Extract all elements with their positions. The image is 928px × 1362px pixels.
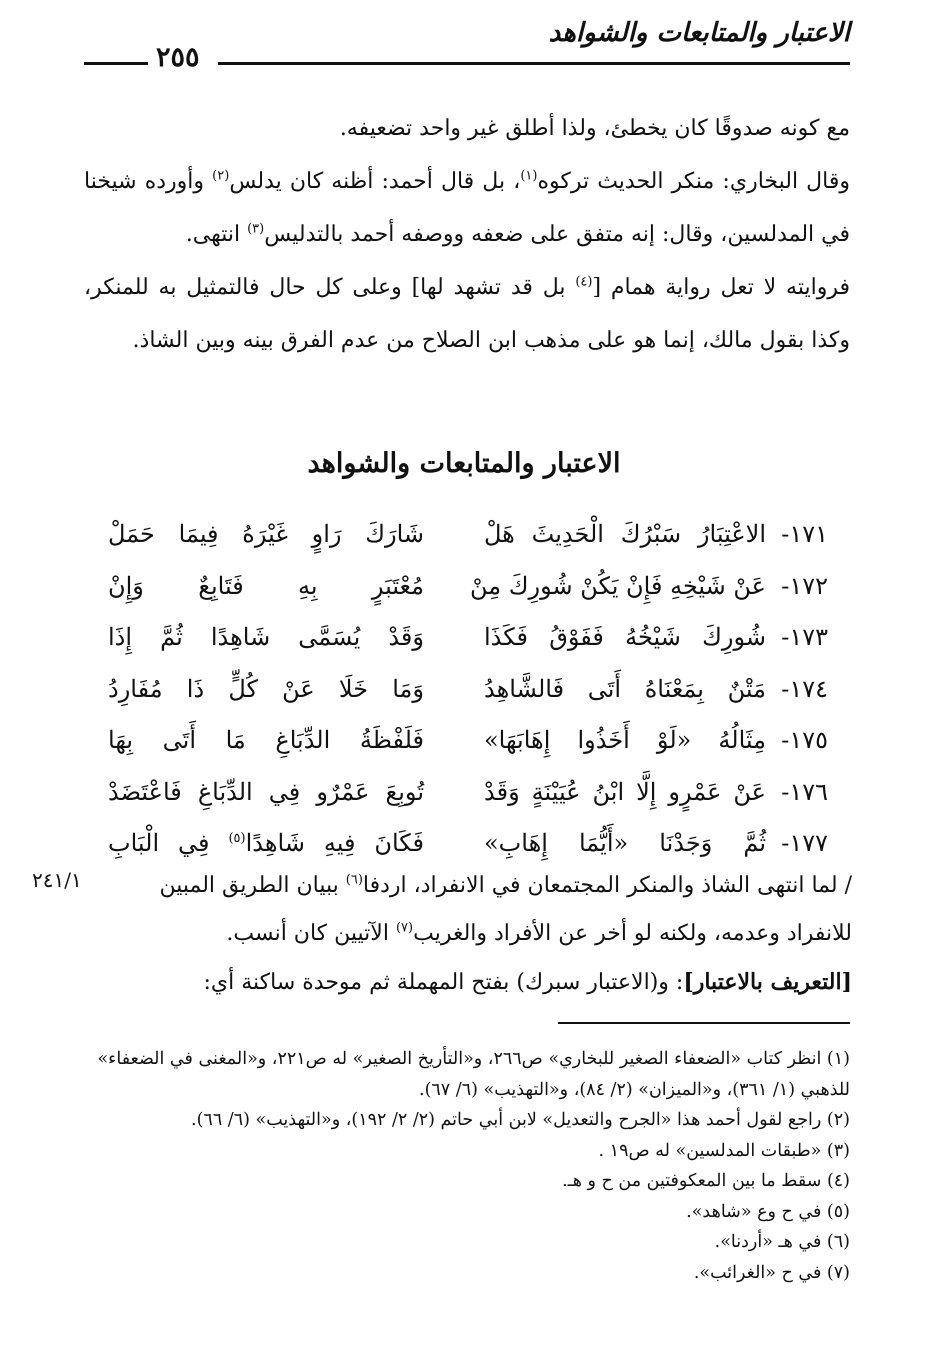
footnote-separator	[558, 1022, 850, 1024]
footnotes	[78, 1044, 850, 1288]
footnote-mark: (٦)	[345, 872, 363, 888]
verse	[108, 613, 828, 661]
verse-second-hemistich: وَقَدْ يُسَمَّى شَاهِدًا ثُمَّ إِذَا	[108, 623, 424, 651]
verse-number: ١٧١-	[781, 520, 828, 548]
footnote-mark: (٣)	[247, 221, 265, 237]
verse-number: ١٧٦-	[781, 777, 828, 806]
footnote-mark: (١)	[520, 168, 538, 184]
margin-reference: ٢٤١/١	[32, 868, 82, 892]
verse-second-hemistich: تُوبِعَ عَمْرٌو فِي الدِّبَاغِ فَاعْتَضَدْ	[108, 777, 424, 806]
paragraph	[84, 155, 850, 261]
header-rule-right	[218, 62, 850, 65]
verse-first-hemistich: شُورِكَ شَيْخُهُ فَفَوْقُ فَكَذَا	[484, 623, 766, 651]
verse-first-hemistich: ثُمَّ وَجَدْنَا «أَيُّمَا إِهَابِ»	[484, 829, 766, 857]
poem	[108, 510, 828, 871]
paragraph-text: الآتيين كان أنسب.	[226, 921, 389, 946]
paragraph-text: مع كونه صدوقًا كان يخطئ، ولذا أطلق غير واحد تضعيفه.	[339, 116, 850, 141]
paragraph-text: انتهى.	[185, 222, 241, 247]
running-header	[84, 18, 850, 74]
section-heading: الاعتبار والمتابعات والشواهد	[307, 448, 621, 479]
footnote: (١) انظر كتاب «الضعفاء الصغير للبخاري» ص٢٦٦، و«التأريخ الصغير» له ص٢٢١، و«المغنى في الضعفاء» للذهبي (١/ ٣٦١)، و«الميزان» (٢/ ٨٤)، و«التهذيب» (٦/ ٦٧).	[97, 1049, 850, 1100]
footnote: (٤) سقط ما بين المعكوفتين من ح و هـ.	[562, 1171, 850, 1191]
verse	[108, 819, 828, 867]
verse	[108, 768, 828, 816]
paragraph-text: للانفراد وعدمه، ولكنه لو أخر عن الأفراد والغريب	[413, 921, 852, 946]
footnote-mark: (٥)	[228, 831, 246, 846]
verse-number: ١٧٢-	[781, 571, 828, 600]
footnote: (٧) في ح «الغرائب».	[693, 1262, 850, 1283]
footnote: (٣) «طبقات المدلسين» له ص١٩ .	[598, 1140, 850, 1161]
paragraph	[30, 862, 852, 910]
footnote-mark: (٧)	[395, 920, 414, 936]
paragraph	[84, 102, 850, 155]
verse	[108, 665, 828, 713]
verse-second-hemistich: شَارَكَ رَاوٍ غَيْرَهُ فِيمَا حَمَلْ	[108, 520, 424, 548]
footnote: (٦) في هـ «أردنا».	[714, 1232, 850, 1252]
verse-first-hemistich: الاعْتِبَارُ سَبْرُكَ الْحَدِيثَ هَلْ	[484, 520, 766, 548]
verse-number: ١٧٧-	[781, 829, 828, 857]
paragraph-text: فروايته لا تعل رواية همام [	[592, 275, 850, 300]
verse	[108, 562, 828, 610]
commentary-text	[30, 862, 852, 1007]
verse-first-hemistich: عَنْ عَمْرٍو إِلَّا ابْنُ عُيَيْنَةٍ وَقَدْ	[484, 777, 766, 806]
hemistich-part: فَكَانَ فِيهِ شَاهِدًا	[245, 829, 424, 857]
paragraph	[30, 958, 852, 1007]
verse-number: ١٧٤-	[781, 674, 828, 703]
paragraph-text: ببيان الطريق المبين	[159, 873, 339, 898]
verse	[108, 716, 828, 764]
verse	[108, 510, 828, 558]
footnote: (٢) راجع لقول أحمد هذا «الجرح والتعديل» لابن أبي حاتم (٢/ ٢/ ١٩٢)، و«التهذيب» (٦/ ٦٦).	[191, 1110, 850, 1130]
paragraph-text: / لما انتهى الشاذ والمنكر المجتمعان في الانفراد، اردفا	[362, 873, 852, 898]
hemistich-part: فِي الْبَابِ	[108, 829, 210, 857]
paragraph	[84, 261, 850, 367]
paragraph	[30, 910, 852, 958]
page-number: ٢٥٥	[156, 42, 200, 73]
verse-second-hemistich: مُعْتَبَرٍ بِهِ فَتَابِعٌ وَإِنْ	[108, 571, 424, 600]
verse-first-hemistich: مَتْنٌ بِمَعْنَاهُ أَتَى فَالشَّاهِدُ	[484, 674, 766, 703]
paragraph-text: بل قد تشهد لها] وعلى كل حال فالتمثيل به للمنكر، وكذا بقول مالك، إنما هو على مذهب ابن الصلاح من عدم الفرق بينه وبين الشاذ.	[84, 275, 850, 353]
paragraph-text: ، بل قال أحمد: أظنه كان يدلس	[229, 169, 521, 194]
section-term: [التعريف بالاعتبار]	[683, 969, 852, 995]
verse-number: ١٧٥-	[781, 726, 828, 754]
verse-first-hemistich: عَنْ شَيْخِهِ فَإِنْ يَكُنْ شُورِكَ مِنْ	[469, 571, 766, 600]
paragraph-text: : و(الاعتبار سبرك) بفتح المهملة ثم موحدة ساكنة أي:	[203, 970, 684, 995]
verse-second-hemistich: فَلَفْظَةُ الدِّبَاغِ مَا أَتَى بِهَا	[108, 726, 424, 754]
header-rule-left	[84, 62, 148, 65]
verse-second-hemistich: وَمَا خَلَا عَنْ كُلٍّ ذَا مُفَارِدُ	[108, 674, 424, 703]
footnote: (٥) في ح وع «شاهد».	[686, 1201, 850, 1222]
paragraph-text: وقال البخاري: منكر الحديث تركوه	[537, 169, 850, 194]
footnote-mark: (٤)	[575, 274, 593, 290]
footnote-mark: (٢)	[212, 168, 230, 184]
body-text	[84, 102, 850, 367]
verse-first-hemistich: مِثَالُهُ «لَوْ أَخَذُوا إِهَابَهَا»	[484, 726, 766, 754]
running-title: الاعتبار والمتابعات والشواهد	[548, 18, 850, 48]
verse-second-hemistich	[108, 819, 424, 867]
paragraph-text: وأورده شيخنا في المدلسين، وقال: إنه متفق على ضعفه ووصفه أحمد بالتدليس	[84, 169, 850, 247]
verse-number: ١٧٣-	[781, 623, 828, 651]
